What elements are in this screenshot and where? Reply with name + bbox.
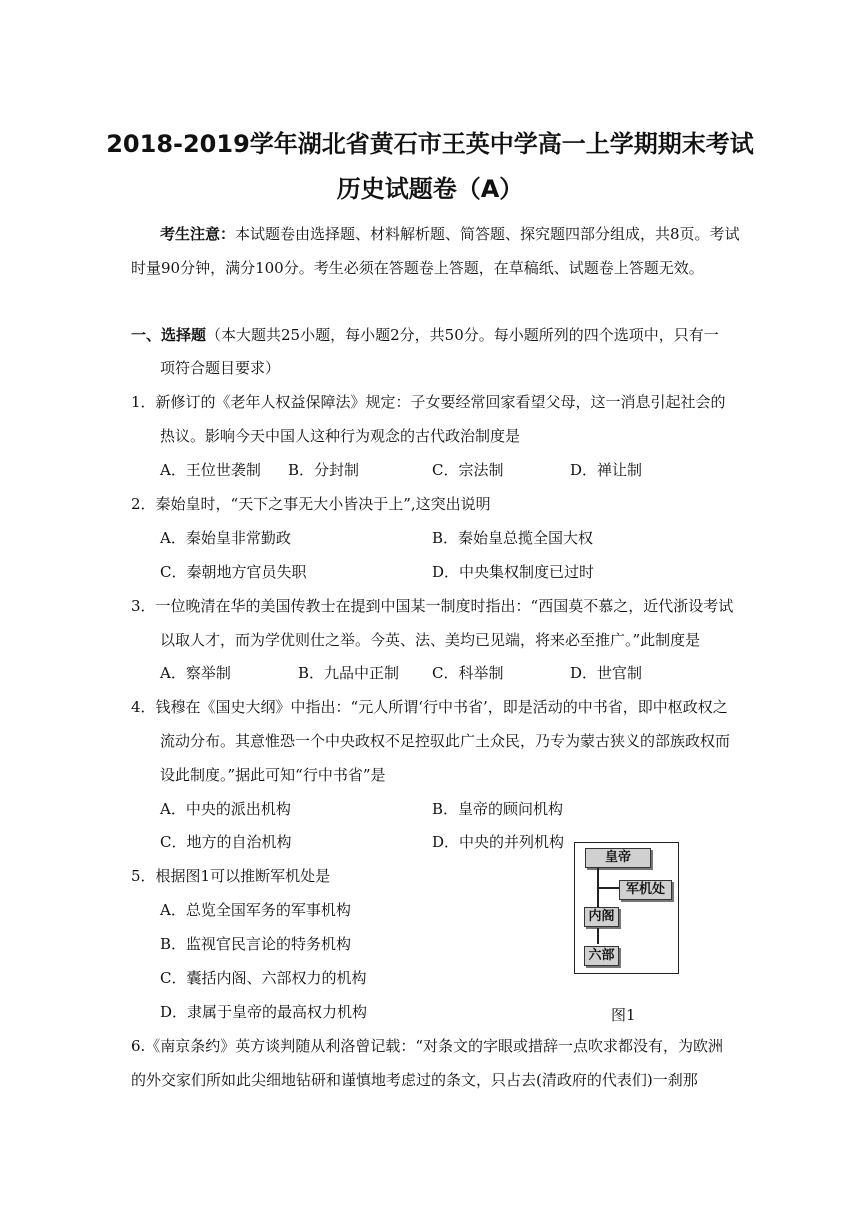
diagram-node-liubu: 六部: [584, 946, 619, 966]
q2-option-a: A．秦始皇非常勤政: [160, 529, 291, 547]
notice-line2: 时量90分钟，满分100分。考生必须在答题卷上答题，在草稿纸、试题卷上答题无效。: [131, 259, 704, 277]
q5-option-b: B．监视官民言论的特务机构: [160, 935, 352, 953]
q6-stem-1: 6.《南京条约》英方谈判随从利洛曾记载：“对条文的字眼或措辞一点吹求都没有，为欧洲: [131, 1037, 723, 1055]
q3-option-c: C．科举制: [432, 664, 504, 682]
q1-option-c: C．宗法制: [432, 461, 504, 479]
section1-text-1: （本大题共25小题，每小题2分，共50分。每小题所列的四个选项中，只有一: [206, 326, 719, 344]
q2-stem-1: 2．秦始皇时，“天下之事无大小皆决于上”,这突出说明: [131, 495, 491, 513]
q2-option-d: D．中央集权制度已过时: [432, 563, 595, 581]
q4-option-c: C．地方的自治机构: [160, 833, 292, 851]
diagram-connector-branch: [597, 887, 619, 889]
diagram-node-neige: 内阁: [584, 907, 619, 927]
notice-line1: [160, 224, 740, 244]
figure1-caption: 图1: [611, 1006, 636, 1024]
q5-stem-1: 5．根据图1可以推断军机处是: [131, 867, 331, 885]
diagram-node-junjichu: 军机处: [619, 880, 672, 900]
notice-label: 考生注意：: [160, 225, 236, 243]
section1-label: 一、选择题: [131, 326, 207, 344]
page-title-line2: 历史试题卷（A）: [336, 175, 524, 203]
q3-option-a: A．察举制: [160, 664, 231, 682]
diagram-node-emperor: 皇帝: [585, 848, 651, 868]
q4-stem-1: 4．钱穆在《国史大纲》中指出：“元人所谓‘行中书省’，即是活动的中书省，即中枢政权之: [131, 698, 728, 716]
diagram-connector-lower: [597, 928, 599, 944]
q4-stem-2: 流动分布。其意惟恐一个中央政权不足控驭此广土众民，乃专为蒙古狭义的部族政权而: [160, 732, 731, 750]
q1-option-d: D．禅让制: [570, 461, 643, 479]
figure1-diagram: [574, 842, 679, 974]
notice-text-1: 本试题卷由选择题、材料解析题、简答题、探究题四部分组成，共8页。考试: [235, 225, 740, 243]
q1-stem-2: 热议。影响今天中国人这种行为观念的古代政治制度是: [160, 427, 521, 445]
q4-stem-3: 设此制度。”据此可知“行中书省”是: [160, 766, 386, 784]
q6-stem-2: 的外交家们所如此尖细地钻研和谨慎地考虑过的条文，只占去(清政府的代表们)一刹那: [131, 1071, 698, 1089]
q2-option-b: B．秦始皇总揽全国大权: [432, 529, 594, 547]
q1-stem-1: 1．新修订的《老年人权益保障法》规定：子女要经常回家看望父母，这一消息引起社会的: [131, 393, 726, 411]
q1-option-b: B．分封制: [288, 461, 360, 479]
q5-option-d: D．隶属于皇帝的最高权力机构: [160, 1003, 368, 1021]
q3-stem-2: 以取人才，而为学优则仕之举。今英、法、美均已见端，将来必至推广。”此制度是: [160, 631, 701, 649]
section1-text-2: 项符合题目要求）: [160, 359, 281, 377]
q5-option-a: A．总览全国军务的军事机构: [160, 901, 351, 919]
q4-option-a: A．中央的派出机构: [160, 800, 291, 818]
q3-option-d: D．世官制: [570, 664, 643, 682]
q4-option-b: B．皇帝的顾问机构: [432, 800, 564, 818]
q2-option-c: C．秦朝地方官员失职: [160, 563, 307, 581]
q3-stem-1: 3．一位晚清在华的美国传教士在提到中国某一制度时指出：“西国莫不慕之，近代浙设考试: [131, 597, 734, 615]
q3-option-b: B．九品中正制: [298, 664, 400, 682]
q5-option-c: C．囊括内阁、六部权力的机构: [160, 969, 367, 987]
section1-heading: [131, 325, 719, 345]
q1-option-a: A．王位世袭制: [160, 461, 261, 479]
q4-option-d: D．中央的并列机构: [432, 833, 565, 851]
page-title-line1: 2018-2019学年湖北省黄石市王英中学高一上学期期末考试: [106, 130, 754, 158]
